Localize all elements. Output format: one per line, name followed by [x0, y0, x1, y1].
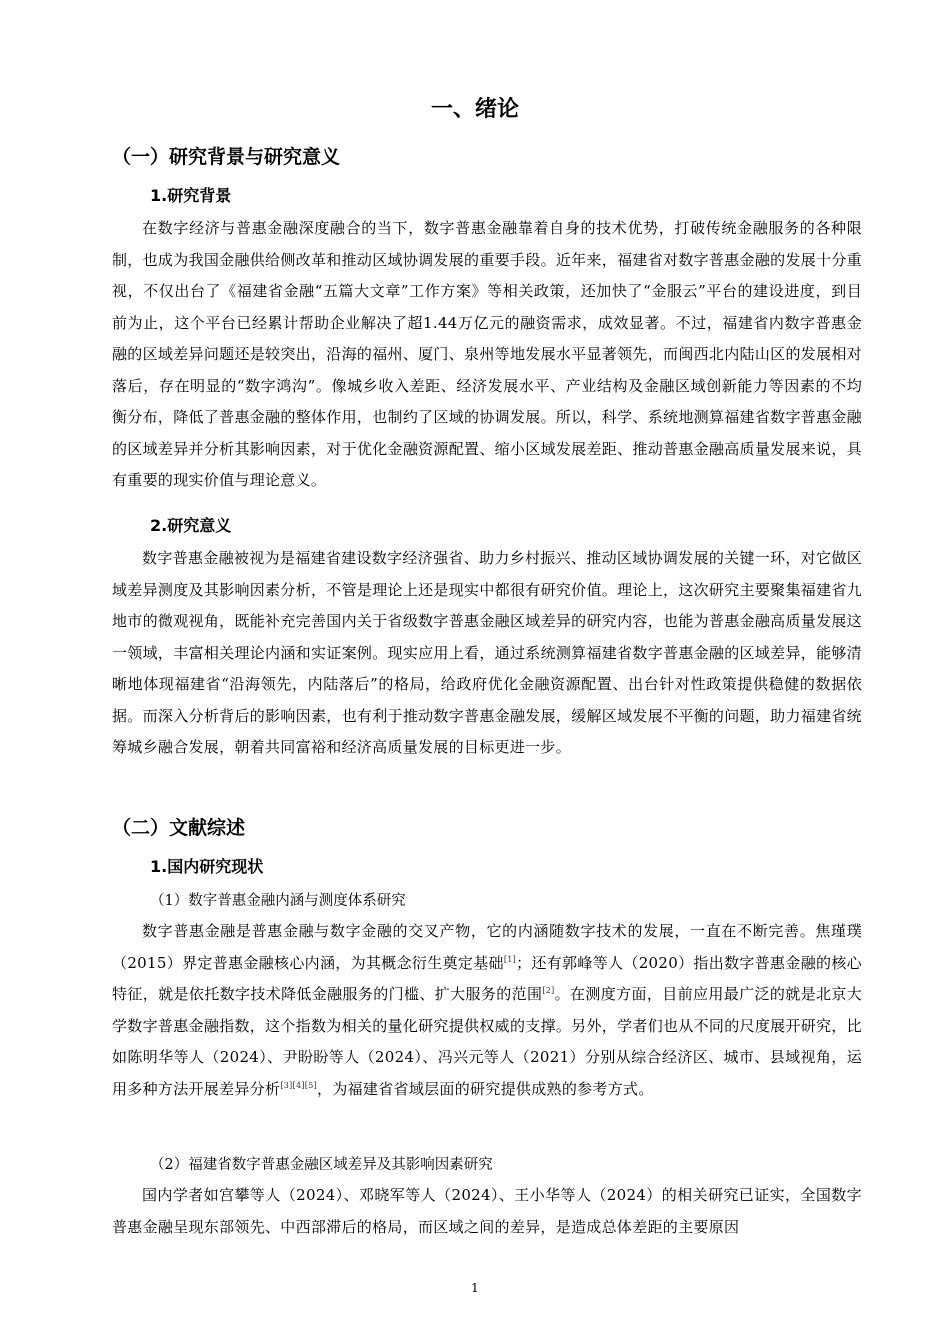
section-heading-background: （一）研究背景与研究意义: [112, 146, 341, 168]
section-heading-literature: （二）文献综述: [112, 817, 246, 839]
text-segment: 。在测度方面，目前应用最广泛的就是北京大学数字普惠金融指数，这个指数为相关的量化研究提供权威的支撑。另外，学者们也从不同的尺度展开研究，比如陈明华等人（2024）、尹盼盼等人（2024）、冯兴元等人（2021）分别从综合经济区、城市、县域视角，运用多种方法开展差异分析: [112, 985, 862, 1098]
citation-ref-2[interactable]: [2]: [542, 986, 555, 995]
paragraph-background: 在数字经济与普惠金融深度融合的当下，数字普惠金融靠着自身的技术优势，打破传统金融服务的各种限制，也成为我国金融供给侧改革和推动区域协调发展的重要手段。近年来，福建省对数字普惠金融的发展十分重视，不仅出台了《福建省金融“五篇大文章”工作方案》等相关政策，还加快了“金服云”平台的建设进度，到目前为止，这个平台已经累计帮助企业解决了超1.44万亿元的融资需求，成效显著。不过，福建省内数字普惠金融的区域差异问题还是较突出，沿海的福州、厦门、泉州等地发展水平显著领先，而闽西北内陆山区的发展相对落后，存在明显的“数字鸿沟”。像城乡收入差距、经济发展水平、产业结构及金融区域创新能力等因素的不均衡分布，降低了普惠金融的整体作用，也制约了区域的协调发展。所以，科学、系统地测算福建省数字普惠金融的区域差异并分析其影响因素，对于优化金融资源配置、缩小区域发展差距、推动普惠金融高质量发展来说，具有重要的现实价值与理论意义。: [112, 219, 862, 489]
page-number: 1: [471, 1281, 479, 1295]
item-heading-fujian: （2）福建省数字普惠金融区域差异及其影响因素研究: [150, 1157, 493, 1173]
text-segment: ；还有郭峰等人（2020）指出数字普惠金融的核心特征，就是依托数字技术降低金融服务的门槛、扩大服务的范围: [112, 953, 862, 1003]
subsection-heading-background: 1.研究背景: [150, 186, 232, 205]
paragraph-significance: 数字普惠金融被视为是福建省建设数字经济强省、助力乡村振兴、推动区域协调发展的关键一环，对它做区域差异测度及其影响因素分析，不管是理论上还是现实中都很有研究价值。理论上，这次研究主要聚集福建省九地市的微观视角，既能补充完善国内关于省级数字普惠金融区域差异的研究内容，也能为普惠金融高质量发展这一领域，丰富相关理论内涵和实证案例。现实应用上看，通过系统测算福建省数字普惠金融的区域差异，能够清晰地体现福建省“沿海领先，内陆落后”的格局，给政府优化金融资源配置、出台针对性政策提供稳健的数据依据。而深入分析背后的影响因素，也有利于推动数字普惠金融发展，缓解区域发展不平衡的问题，助力福建省统筹城乡融合发展，朝着共同富裕和经济高质量发展的目标更进一步。: [112, 549, 862, 756]
citation-ref-3-5[interactable]: [3][4][5]: [280, 1080, 318, 1090]
chapter-title: 一、绪论: [430, 97, 519, 122]
citation-ref-1[interactable]: [1]: [503, 954, 517, 964]
text-segment: ，为福建省省域层面的研究提供成熟的参考方式。: [317, 1079, 654, 1098]
text-segment: 数字普惠金融是普惠金融与数字金融的交叉产物，它的内涵随数字技术的发展，一直在不断完善。焦瑾璞（2015）界定普惠金融核心内涵，为其概念衍生奠定基础: [112, 922, 862, 972]
paragraph-connotation: [112, 916, 862, 1105]
subsection-heading-significance: 2.研究意义: [150, 516, 232, 535]
item-heading-connotation: （1）数字普惠金融内涵与测度体系研究: [150, 893, 406, 909]
subsection-heading-domestic: 1.国内研究现状: [150, 857, 264, 876]
paragraph-fujian: 国内学者如宫攀等人（2024）、邓晓军等人（2024）、王小华等人（2024）的相关研究已证实，全国数字普惠金融呈现东部领先、中西部滞后的格局，而区域之间的差异，是造成总体差距的主要原因: [112, 1186, 862, 1236]
